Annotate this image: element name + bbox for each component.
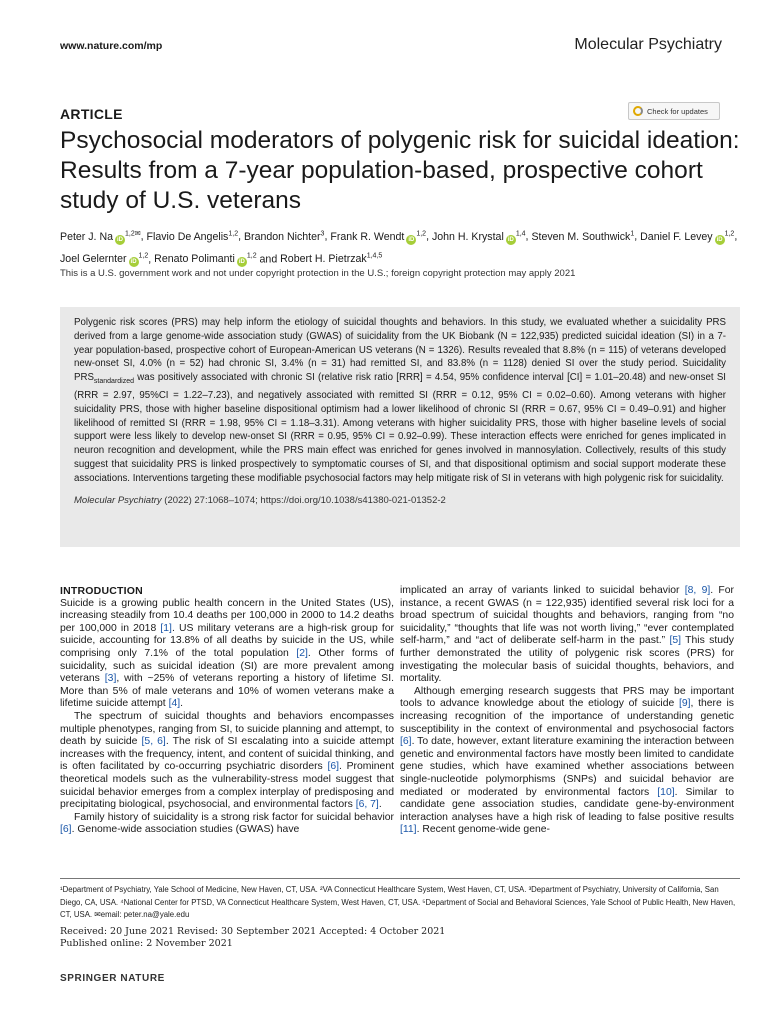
author-entry (60, 231, 141, 243)
citation-reference[interactable]: [9] (678, 698, 691, 710)
author-name[interactable]: Peter J. Na (60, 230, 113, 243)
published-online: Published online: 2 November 2021 (60, 938, 233, 949)
author-name[interactable]: Daniel F. Levey (640, 230, 713, 243)
author-name[interactable]: Renato Polimanti (154, 253, 235, 266)
publisher-logo: SPRINGER NATURE (60, 973, 165, 984)
abstract-part-2: was positively associated with chronic SI (relative risk ratio [RRR] = 4.54, 95% confidence interval [CI] = 1.01–20.48) and new-onset SI (RRR = 2.97, 95%CI = 1.22–7.23), and negatively associated with remitted SI (RRR = 0.12, 95% CI = 0.02–0.60). Among veterans with higher suicidality PRS, those with higher baseline dispositional optimism had a lower likelihood of chronic SI (RRR = 0.67, 95% CI = 0.49–0.91) and higher likelihood of remitted SI (RRR = 1.98, 95% CI = 1.18–3.31). Among veterans with higher suicidality PRS, those with higher baseline levels of social support were less likely to develop new-onset SI (RRR = 0.95, 95% CI = 0.92–0.99). These interaction effects were enriched for genes implicated in neuron recognition and development, while the PRS main effect was enriched for genes involved in mannosylation. Collectively, results of this study suggest that suicidality PRS is linked prospectively to symptomatic courses of SI, and that dispositional optimism and social support moderate these associations. Interventions targeting these modifiable psychosocial factors may help mitigate risk of SI in veterans with high polygenic risk for suicidality. (74, 372, 726, 484)
author-affiliation-marker: 1,2 (228, 230, 239, 237)
orcid-icon[interactable]: iD (507, 236, 514, 243)
author-entry (244, 231, 324, 243)
author-entry (531, 231, 634, 243)
author-entry (640, 231, 734, 243)
author-entry (330, 231, 426, 243)
prs-subscript: standardized (93, 378, 135, 386)
check-for-updates-button[interactable] (628, 102, 720, 120)
citation-reference[interactable]: [6, 7] (355, 799, 379, 811)
author-affiliation-marker: 3 (320, 230, 325, 237)
intro-paragraph-4: implicated an array of variants linked to suicidal behavior [8, 9]. For instance, a recent GWAS (n = 122,935) identified several risk loci for a broad spectrum of suicidal thoughts and behaviors, ranging from “no suicidality,” “thoughts that life was not worth living,” “ever contemplated self-harm,” and “act of deliberate self-harm in the past.” [5] This study further demonstrated the utility of polygenic risk scores (PRS) for investigating the molecular basis of suicidal thoughts, behaviors, and mortality. (400, 585, 734, 685)
author-affiliation-marker: 1,2 (246, 252, 257, 260)
citation-reference[interactable]: [3] (104, 673, 117, 685)
citation-details: (2022) 27:1068–1074; https://doi.org/10.1038/s41380-021-01352-2 (161, 494, 446, 506)
author-entry (154, 253, 256, 265)
update-check-icon (633, 106, 643, 116)
citation-line (74, 495, 726, 506)
author-affiliation-marker: 1,2 (724, 230, 735, 237)
citation-reference[interactable]: [4] (168, 698, 181, 710)
abstract-box (60, 307, 740, 547)
author-affiliation-marker: 1,4 (515, 230, 526, 237)
author-name[interactable]: John H. Krystal (431, 230, 504, 243)
intro-paragraph-2: The spectrum of suicidal thoughts and behaviors encompasses multiple phenotypes, ranging from SI, to suicide planning and attempt, to death by suicide [5, 6]. The risk of SI escalating into a suicide attempt increases with the frequency, intent, and content of suicidal thinking, and is often facilitated by co-occurring psychiatric disorders [6]. Prominent theoretical models such as the vulnerability-stress model suggest that suicidal behavior emerges from a complex interplay of predisposing and precipitating biological, psychosocial, and environmental factors [6, 7]. (60, 710, 395, 811)
author-name[interactable]: Steven M. Southwick (531, 230, 631, 243)
orcid-icon[interactable]: iD (408, 236, 415, 243)
author-affiliation-marker: 1,2✉ (125, 230, 141, 237)
author-entry (432, 231, 526, 243)
publication-dates (60, 926, 445, 950)
author-affiliation-marker: 1,2 (138, 252, 149, 260)
intro-paragraph-5: Although emerging research suggests that PRS may be important tools to advance knowledge about the etiology of suicide [9], there is increasing recognition of the importance of understanding genetic susceptibility in the context of environmental and psychosocial factors [6]. To date, however, extant literature examining the interaction between genetic and environmental factors have mostly been limited to candidate gene studies, which have examined whether associations between single-nucleotide polymorphisms (SNPs) and suicidal behavior are mediated or moderated by environmental factors [10]. Similar to candidate gene association studies, candidate gene-by-environment interaction analyses have a high risk of leading to false positive results [11]. Recent genome-wide gene- (400, 685, 734, 836)
section-heading-introduction: INTRODUCTION (60, 585, 143, 597)
citation-journal: Molecular Psychiatry (74, 494, 162, 506)
footnote-divider (60, 878, 740, 879)
body-column-left (60, 585, 394, 837)
author-name[interactable]: Robert H. Pietrzak (280, 253, 367, 266)
abstract-text (74, 316, 726, 486)
author-name[interactable]: Frank R. Wendt (330, 230, 405, 243)
citation-reference[interactable]: [10] (657, 786, 675, 798)
citation-reference[interactable]: [6] (327, 761, 340, 773)
citation-reference[interactable]: [6] (60, 824, 72, 836)
journal-url[interactable]: www.nature.com/mp (60, 40, 163, 52)
author-affiliation-marker: 1,4,5 (366, 252, 383, 260)
author-name[interactable]: Flavio De Angelis (146, 230, 229, 243)
orcid-icon[interactable]: iD (716, 236, 723, 243)
citation-reference[interactable]: [5] (669, 635, 682, 647)
citation-reference[interactable]: [5, 6] (141, 736, 166, 748)
abstract-part-1: Polygenic risk scores (PRS) may help inform the etiology of suicidal thoughts and behaviors. In this study, we evaluated whether a suicidality PRS derived from a large genome-wide association study (GWAS) of suicidality from the UK Biobank (N = 122,935) predicted suicidal ideation (SI) in a 7-year population-based, prospective cohort of European-American US veterans (N = 1326). Results revealed that 8.8% (n = 115) of veterans developed new-onset SI, 4.0% (n = 52) had chronic SI, 3.4% (n = 31) had remitted SI, and 83.8% (n = 1128) denied SI over the study period. Suicidality PRS (74, 317, 726, 384)
orcid-icon[interactable]: iD (238, 259, 245, 266)
intro-paragraph-1: Suicide is a growing public health concern in the United States (US), increasing steadily from 10.4 deaths per 100,000 in 2000 to 14.2 deaths per 100,000 in 2018 [1]. US military veterans are a high-risk group for suicide, accounting for 13.8% of all deaths by suicide in the US, while comprising only 7.1% of the total population [2]. Other forms of suicidality, such as suicidal ideation (SI) are more prevalent among veterans [3], with ~25% of veterans reporting a history of lifetime SI. More than 5% of male veterans and 10% of women veterans make a lifetime suicide attempt [4]. (60, 597, 395, 710)
received-revised-accepted: Received: 20 June 2021 Revised: 30 September 2021 Accepted: 4 October 2021 (60, 926, 446, 937)
author-entry (280, 253, 382, 265)
article-title: Psychosocial moderators of polygenic risk for suicidal ideation: Results from a 7-year population-based, prospective cohort study of U.S. veterans (60, 127, 740, 214)
author-list: Peter J. Na $iD^{1,2✉}$, Flavio De Angelis$^{1,2}$, Brandon Nichter$^3$, Frank R. Wendt iD$^{1,2}$, John H. Krystal iD$^{1,4}$, Steven M. Southwick$^1$, Daniel F. Levey iD$^{1,2}$, Joel Gelernter iD$^{1,2}$, Renato Polimanti iD$^{1,2}$ and Robert H. Pietrzak$^{1,4,5}$ (60, 230, 738, 266)
journal-name: Molecular Psychiatry (574, 36, 722, 53)
copyright-notice: This is a U.S. government work and not under copyright protection in the U.S.; foreign copyright protection may apply 2021 (60, 268, 576, 279)
orcid-icon[interactable]: iD (117, 236, 123, 243)
article-type-label: ARTICLE (60, 106, 123, 122)
author-affiliation-marker: 1 (630, 230, 635, 237)
author-name[interactable]: Brandon Nichter (243, 230, 321, 243)
citation-reference[interactable]: [11] (400, 824, 417, 836)
body-column-right (400, 585, 734, 837)
author-entry (147, 231, 239, 243)
citation-reference[interactable]: [8, 9] (684, 585, 711, 596)
orcid-icon[interactable]: iD (130, 259, 137, 266)
citation-reference[interactable]: [2] (296, 647, 308, 659)
citation-reference[interactable]: [1] (160, 622, 172, 634)
author-entry (60, 253, 148, 265)
intro-paragraph-3: Family history of suicidality is a strong risk factor for suicidal behavior [6]. Genome-wide association studies (GWAS) have (60, 811, 394, 836)
author-affiliations: ¹Department of Psychiatry, Yale School of Medicine, New Haven, CT, USA. ²VA Connecticut Healthcare System, West Haven, CT, USA. ³Department of Psychiatry, University of California, San Diego, CA, USA. ⁴National Center for PTSD, VA Connecticut Healthcare System, West Haven, CT, USA. ⁵Department of Social and Behavioral Sciences, Yale School of Public Health, New Haven, CT, USA. ✉email: peter.na@yale.edu (60, 885, 736, 919)
author-affiliation-marker: 1,2 (416, 230, 427, 237)
citation-reference[interactable]: [6] (400, 736, 412, 748)
check-for-updates-label: Check for updates (647, 106, 708, 116)
author-name[interactable]: Joel Gelernter (60, 253, 127, 266)
